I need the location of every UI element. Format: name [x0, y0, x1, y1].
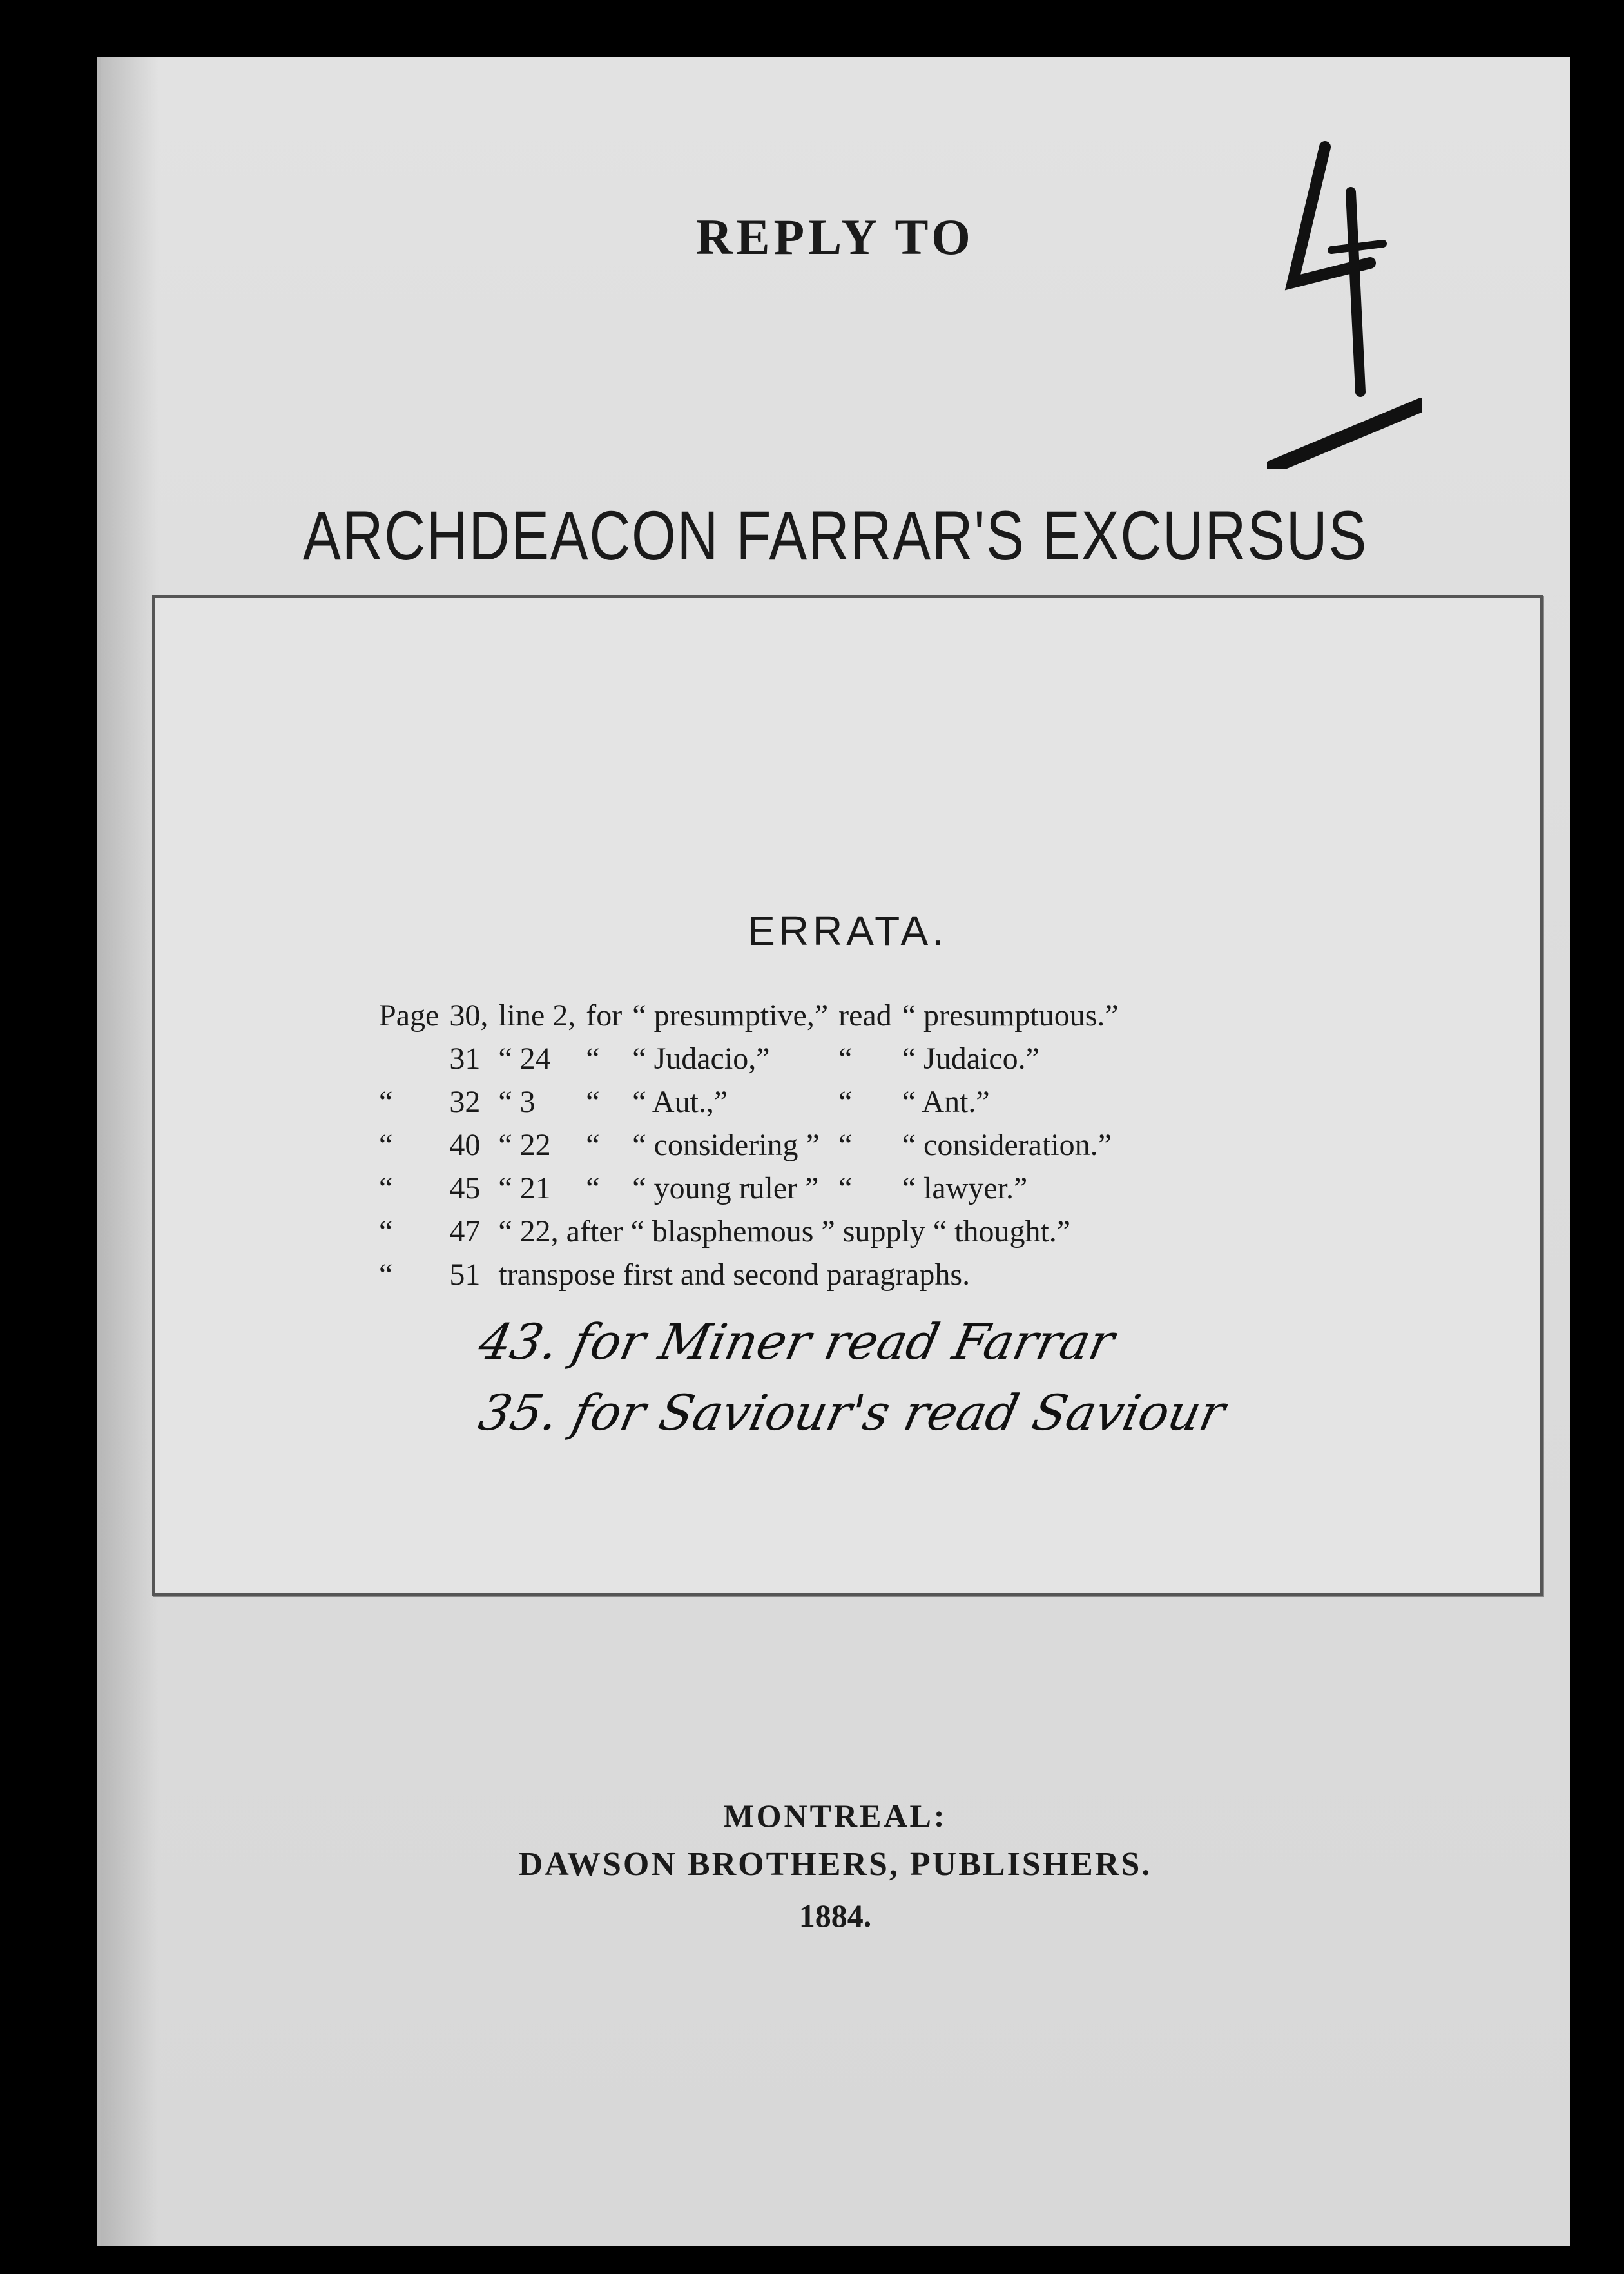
errata-heading: ERRATA.	[748, 908, 947, 954]
errata-cell: “	[586, 1085, 600, 1119]
errata-cell: “ 21	[498, 1171, 551, 1205]
errata-cell: “ considering ”	[632, 1128, 820, 1162]
errata-row	[374, 994, 1124, 1037]
errata-row	[374, 1253, 1124, 1296]
errata-row	[374, 1167, 1124, 1210]
errata-table	[374, 994, 1124, 1296]
errata-cell: “	[838, 1085, 853, 1119]
catalog-mark	[1267, 134, 1422, 469]
errata-cell: 47	[449, 1214, 481, 1249]
errata-cell: 40	[449, 1128, 481, 1162]
errata-cell: “ presumptuous.”	[902, 998, 1119, 1033]
errata-cell: “	[379, 1214, 393, 1249]
handwritten-catalog-number-icon	[1267, 134, 1422, 469]
imprint-publisher: DAWSON BROTHERS, PUBLISHERS.	[518, 1846, 1152, 1883]
errata-cell: for	[586, 998, 623, 1033]
errata-cell: line 2,	[498, 998, 576, 1033]
errata-cell: “ Judacio,”	[632, 1042, 770, 1076]
errata-cell: “	[838, 1171, 853, 1205]
handwritten-correction: 35. for Saviour's read Saviour	[474, 1384, 1230, 1441]
errata-cell: “ Ant.”	[902, 1085, 990, 1119]
errata-cell: 45	[449, 1171, 481, 1205]
errata-cell: transpose first and second paragraphs.	[498, 1258, 971, 1292]
errata-cell: 32	[449, 1085, 481, 1119]
errata-cell: Page	[379, 998, 440, 1033]
errata-cell: “	[379, 1258, 393, 1292]
errata-cell: “ presumptive,”	[632, 998, 829, 1033]
errata-row	[374, 1123, 1124, 1167]
errata-row	[374, 1080, 1124, 1123]
errata-cell	[374, 1037, 444, 1080]
errata-cell: “ 22	[498, 1128, 551, 1162]
errata-cell: “	[838, 1042, 853, 1076]
imprint-year: 1884.	[798, 1898, 872, 1934]
handwritten-correction: 43. for Miner read Farrar	[474, 1313, 1120, 1370]
errata-cell: “ Judaico.”	[902, 1042, 1039, 1076]
errata-cell: “	[379, 1085, 393, 1119]
errata-cell: “ 22, after “ blasphemous ” supply “ thought.”	[498, 1214, 1071, 1249]
errata-cell: “	[838, 1128, 853, 1162]
errata-cell: “	[586, 1171, 600, 1205]
imprint-city: MONTREAL:	[723, 1798, 947, 1834]
errata-cell: “	[586, 1128, 600, 1162]
errata-cell: “	[379, 1128, 393, 1162]
errata-cell: “	[586, 1042, 600, 1076]
errata-cell: “ Aut.,”	[632, 1085, 728, 1119]
errata-cell: 31	[449, 1042, 481, 1076]
errata-cell: “ young ruler ”	[632, 1171, 819, 1205]
errata-cell: “ 3	[498, 1085, 536, 1119]
reply-to-heading: REPLY TO	[696, 209, 974, 265]
errata-cell: “ consideration.”	[902, 1128, 1112, 1162]
errata-cell: “	[379, 1171, 393, 1205]
errata-slip	[152, 595, 1543, 1596]
errata-cell: “ 24	[498, 1042, 551, 1076]
errata-cell: read	[838, 998, 892, 1033]
errata-cell: “ lawyer.”	[902, 1171, 1028, 1205]
errata-cell: 51	[449, 1258, 481, 1292]
errata-row	[374, 1210, 1124, 1253]
book-title: ARCHDEACON FARRAR'S EXCURSUS	[302, 496, 1368, 574]
document-page	[97, 57, 1570, 2246]
errata-cell: 30,	[449, 998, 488, 1033]
errata-row	[374, 1037, 1124, 1080]
